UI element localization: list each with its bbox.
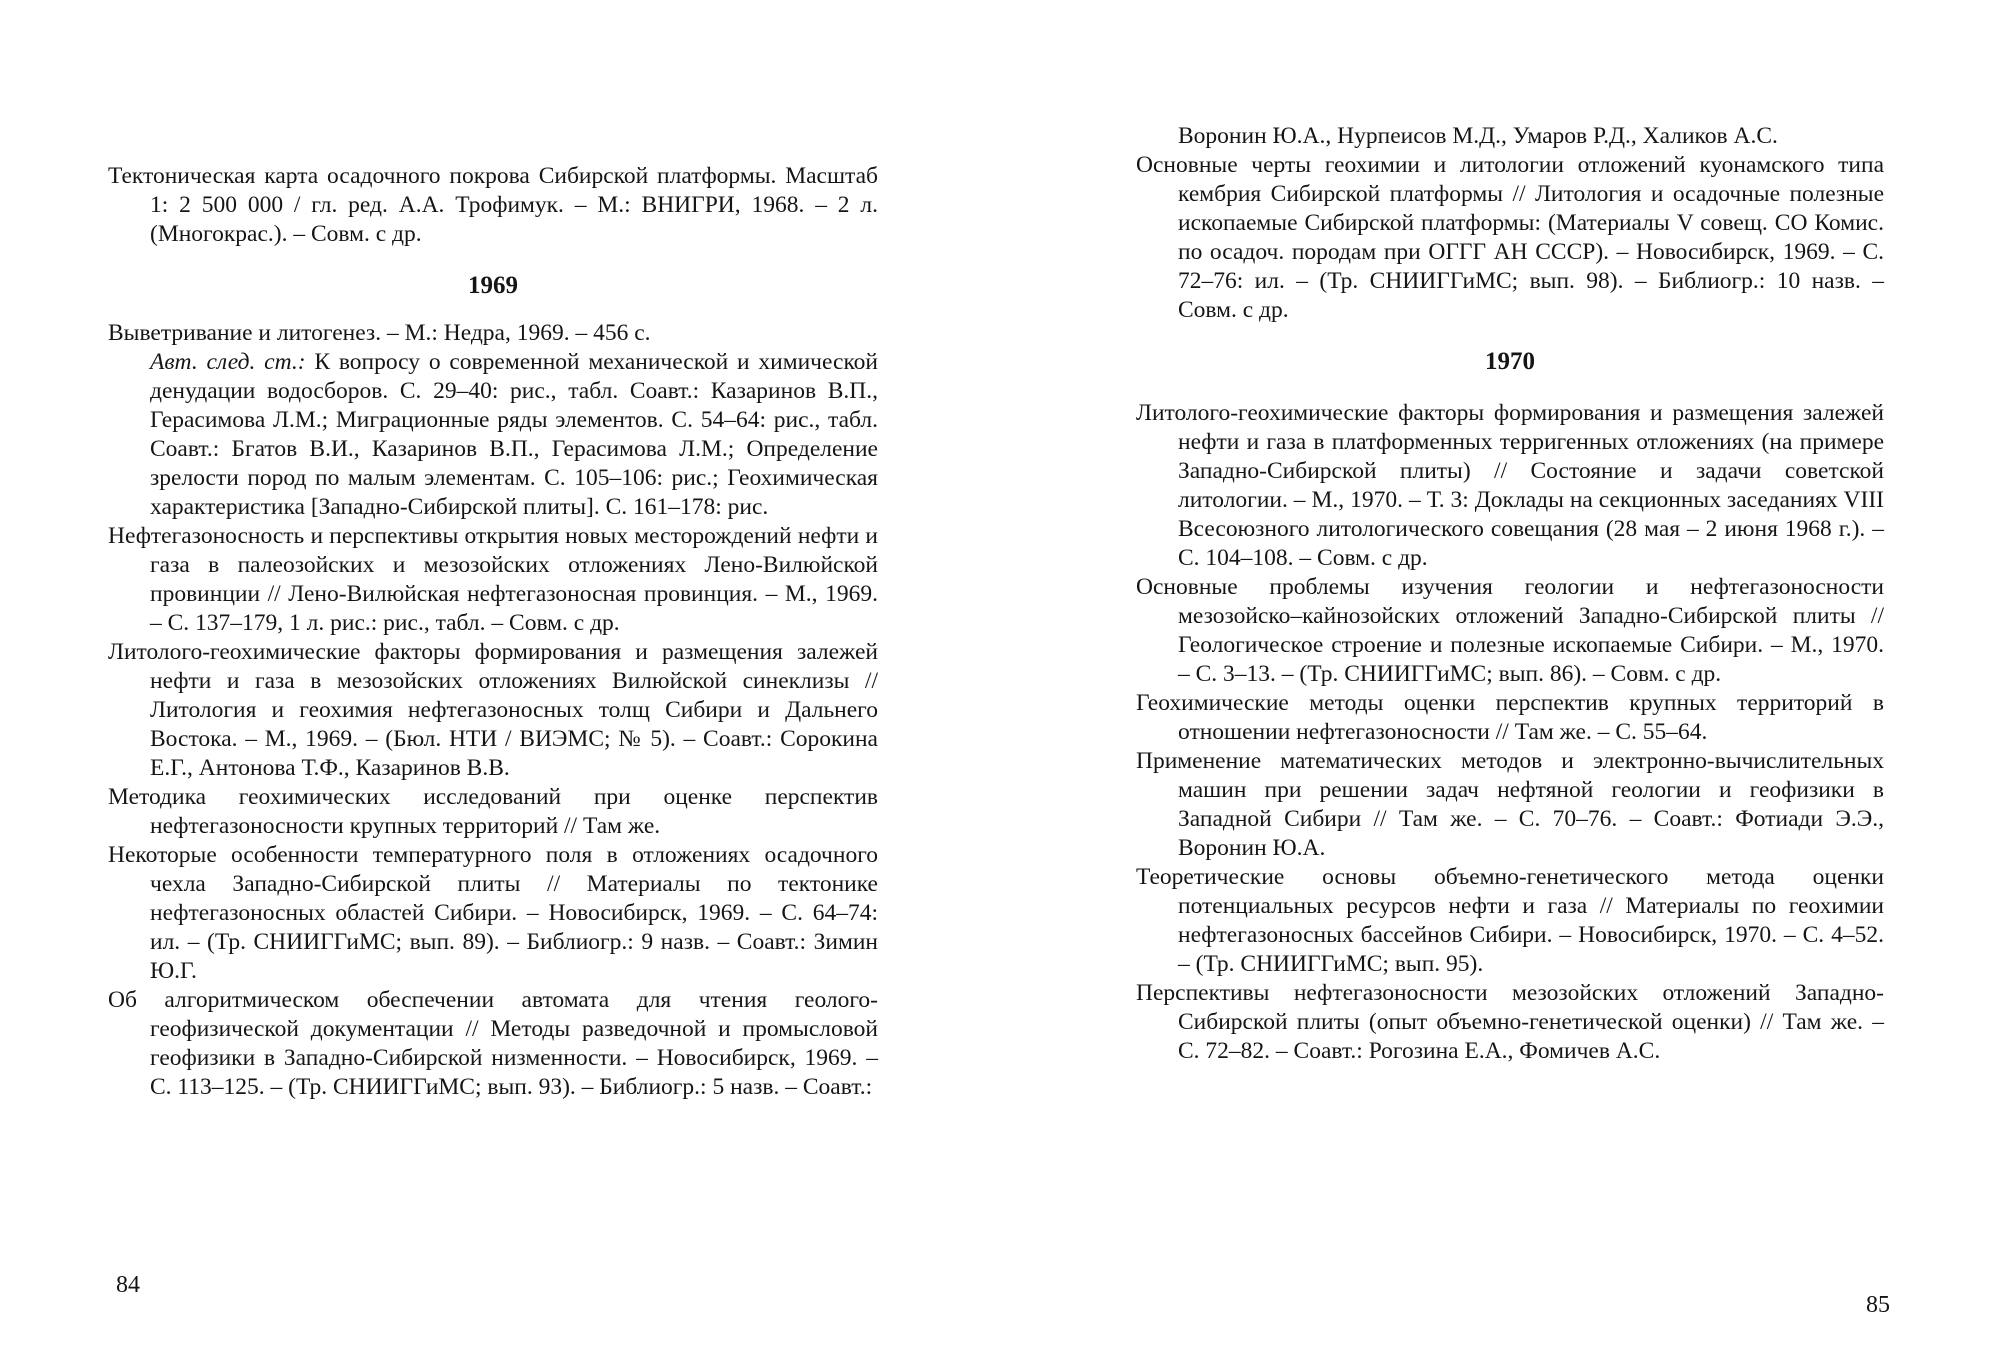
right-page bbox=[1136, 0, 1890, 1353]
bib-entry: Теоретические основы объемно-генетического метода оценки потенциальных ресурсов нефти и газа // Материалы по геохимии нефтегазоносных бассейнов Сибири. – Новосибирск, 1970. – С. 4–52. – (Тр. СНИИГГиМС; вып. 95). bbox=[1136, 864, 1884, 977]
left-page bbox=[108, 0, 878, 1353]
page-number-right: 85 bbox=[1866, 1292, 1890, 1318]
bib-entry: Выветривание и литогенез. – М.: Недра, 1969. – 456 с. bbox=[108, 320, 651, 346]
bib-entry: Методика геохимических исследований при оценке перспектив нефтегазоносности крупных территорий // Там же. bbox=[108, 784, 878, 839]
bib-entry: Об алгоритмическом обеспечении автомата для чтения геолого-геофизической документации // Методы разведочной и промысловой геофизики в Западно-Сибирской низменности. – Новосибирск, 1969. – С. 113–125. – (Тр. СНИИГГиМС; вып. 93). – Библиогр.: 5 назв. – Соавт.: bbox=[108, 987, 878, 1100]
bib-entry: Основные проблемы изучения геологии и нефтегазоносности мезозойско–кайнозойских отложений Западно-Сибирской плиты // Геологическое строение и полезные ископаемые Сибири. – М., 1970. – С. 3–13. – (Тр. СНИИГГиМС; вып. 86). – Совм. с др. bbox=[1136, 574, 1884, 687]
bib-entry: Тектоническая карта осадочного покрова Сибирской платформы. Масштаб 1: 2 500 000 / гл. ред. А.А. Трофимук. – М.: ВНИГРИ, 1968. – 2 л. (Многокрас.). – Совм. с др. bbox=[108, 163, 878, 247]
sub-label: Авт. след. ст.: bbox=[150, 349, 306, 375]
sub-text: К вопросу о современной механической и химической денудации водосборов. С. 29–40: рис., табл. Соавт.: Казаринов В.П., Герасимова Л.М.; Миграционные ряды элементов. С. 54–64: рис., табл. Соавт.: Бгатов В.И., Казаринов В.П., Герасимова Л.М.; Определение зрелости пород по малым элементам. С. 105–106: рис.; Геохимическая характеристика [Западно-Сибирской плиты]. С. 161–178: рис. bbox=[150, 349, 878, 520]
bib-entry: Нефтегазоносность и перспективы открытия новых месторождений нефти и газа в палеозойских и мезозойских отложениях Лено-Вилюйской провинции // Лено-Вилюйская нефтегазоносная провинция. – М., 1969. – С. 137–179, 1 л. рис.: рис., табл. – Совм. с др. bbox=[108, 523, 878, 636]
right-column bbox=[1136, 122, 1884, 1066]
bib-subentry bbox=[108, 348, 878, 522]
year-heading-1969: 1969 bbox=[468, 272, 518, 299]
bib-entry: Литолого-геохимические факторы формирования и размещения залежей нефти и газа в мезозойских отложениях Вилюйской синеклизы // Литология и геохимия нефтегазоносных толщ Сибири и Дальнего Востока. – М., 1969. – (Бюл. НТИ / ВИЭМС; № 5). – Соавт.: Сорокина Е.Г., Антонова Т.Ф., Казаринов В.В. bbox=[108, 639, 878, 781]
bib-entry: Литолого-геохимические факторы формирования и размещения залежей нефти и газа в платформенных терригенных отложениях (на примере Западно-Сибирской плиты) // Состояние и задачи советской литологии. – М., 1970. – Т. 3: Доклады на секционных заседаниях VIII Всесоюзного литологического совещания (28 мая – 2 июня 1968 г.). – С. 104–108. – Совм. с др. bbox=[1136, 400, 1884, 571]
bib-entry: Геохимические методы оценки перспектив крупных территорий в отношении нефтегазоносности // Там же. – С. 55–64. bbox=[1136, 690, 1884, 745]
bib-entry: Некоторые особенности температурного поля в отложениях осадочного чехла Западно-Сибирской плиты // Материалы по тектонике нефтегазоносных областей Сибири. – Новосибирск, 1969. – С. 64–74: ил. – (Тр. СНИИГГиМС; вып. 89). – Библиогр.: 9 назв. – Соавт.: Зимин Ю.Г. bbox=[108, 842, 878, 984]
bib-entry: Основные черты геохимии и литологии отложений куонамского типа кембрия Сибирской платформы // Литология и осадочные полезные ископаемые Сибирской платформы: (Материалы V совещ. СО Комис. по осадоч. породам при ОГГГ АН СССР). – Новосибирск, 1969. – С. 72–76: ил. – (Тр. СНИИГГиМС; вып. 98). – Библиогр.: 10 назв. – Совм. с др. bbox=[1136, 152, 1884, 323]
bib-entry: Применение математических методов и электронно-вычислительных машин при решении задач нефтяной геологии и геофизики в Западной Сибири // Там же. – С. 70–76. – Соавт.: Фотиади Э.Э., Воронин Ю.А. bbox=[1136, 748, 1884, 861]
bib-entry-continuation: Воронин Ю.А., Нурпеисов М.Д., Умаров Р.Д., Халиков А.С. bbox=[1178, 123, 1778, 149]
bib-entry: Перспективы нефтегазоносности мезозойских отложений Западно-Сибирской плиты (опыт объемно-генетической оценки) // Там же. – С. 72–82. – Соавт.: Рогозина Е.А., Фомичев А.С. bbox=[1136, 980, 1884, 1064]
page-number-left: 84 bbox=[116, 1272, 140, 1298]
left-column bbox=[108, 162, 878, 1102]
year-heading-1970: 1970 bbox=[1485, 348, 1535, 375]
